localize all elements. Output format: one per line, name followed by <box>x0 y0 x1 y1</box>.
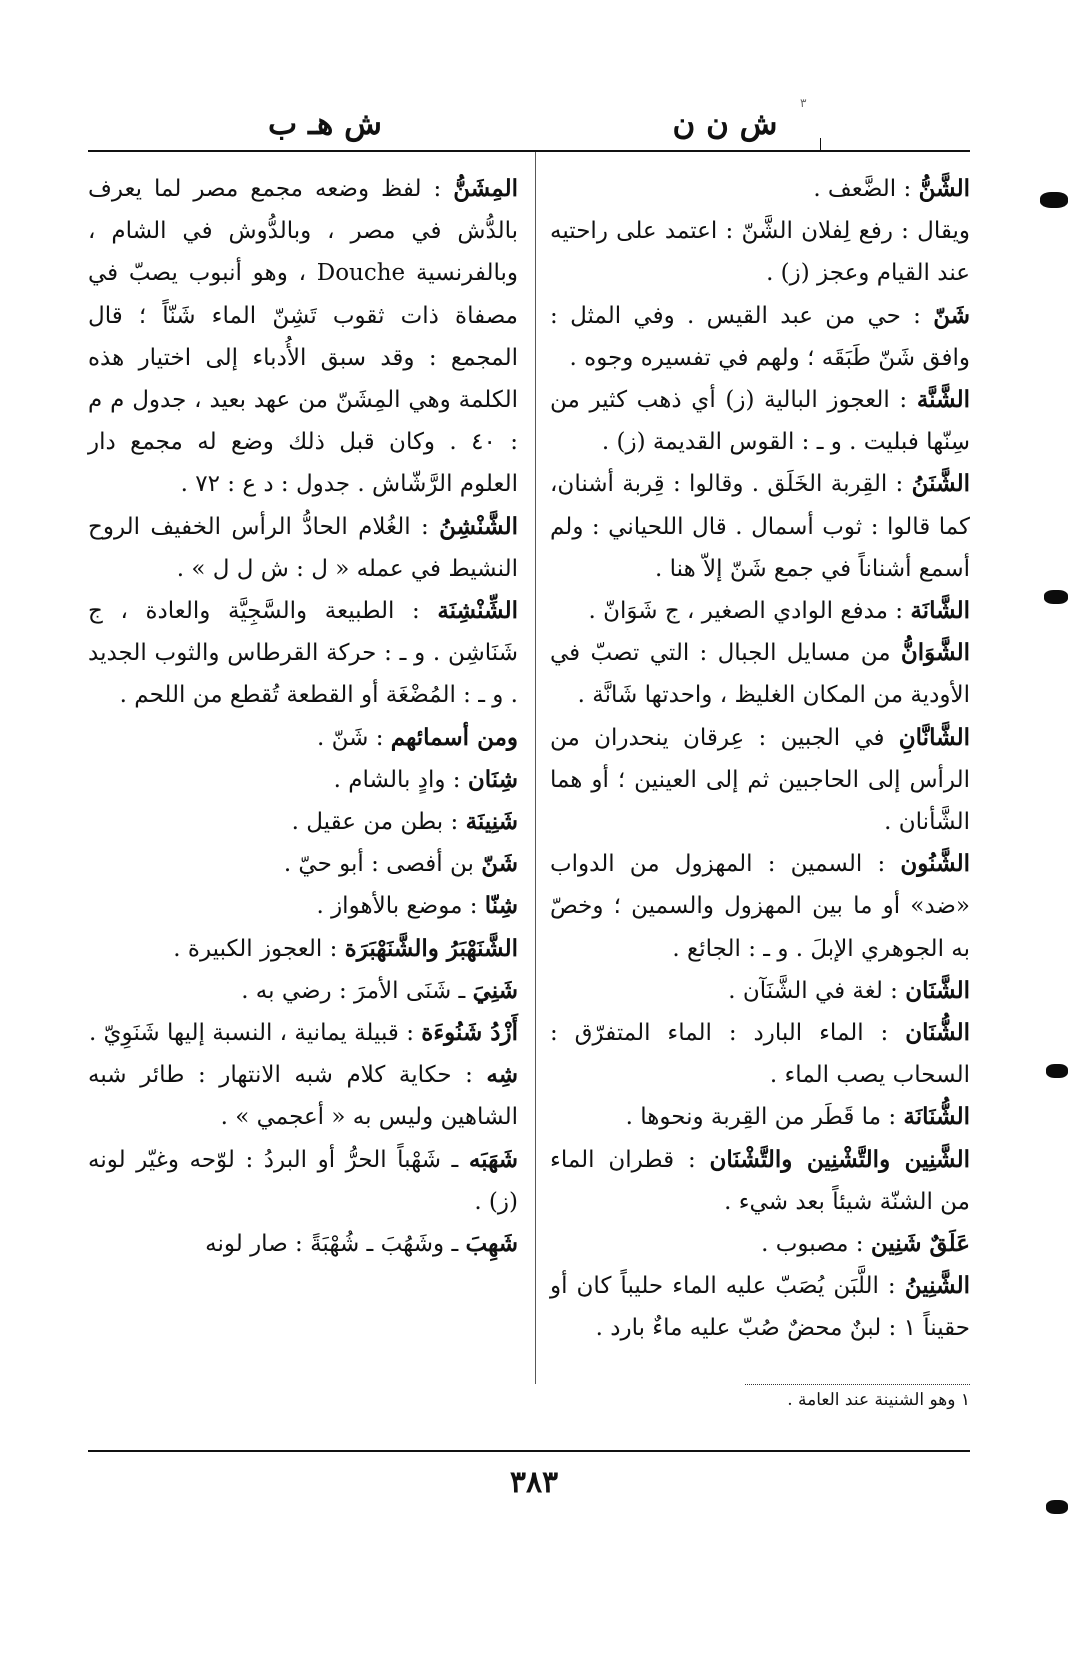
edge-ink-mark <box>1046 1500 1068 1514</box>
entry-headword: شَهِبَ <box>465 1230 518 1258</box>
header-rule <box>88 150 970 152</box>
footer-rule <box>88 1450 970 1452</box>
entry-definition: : حكاية كلام شبه الانتهار : طائر شبه الشاهين وليس به « أعجمي » . <box>88 1062 518 1131</box>
entry-definition: : حي من عبد القيس . وفي المثل : وافق شَنّ طَبَقَه ؛ ولهم في تفسيره وجوه . <box>550 302 970 371</box>
dictionary-entry <box>550 590 970 632</box>
dictionary-entry <box>550 1096 970 1138</box>
entry-definition: في الجبين : عِرقان ينحدران من الرأس إلى الحاجبين ثم إلى العينين ؛ أو هما الشَّأنان . <box>550 724 970 836</box>
dictionary-entry <box>88 506 518 590</box>
entry-headword: عَلَقٌ شَنِين <box>870 1230 970 1258</box>
entry-headword: شِه <box>486 1061 518 1089</box>
edge-ink-mark <box>1046 1064 1068 1078</box>
entry-headword: الشَّنَان <box>905 976 970 1004</box>
entry-headword: الشَّنَّة <box>916 386 970 414</box>
dictionary-entry <box>88 1139 518 1223</box>
dictionary-entry <box>550 379 970 463</box>
dictionary-entry <box>88 168 518 506</box>
dictionary-entry <box>550 210 970 294</box>
entry-definition: ويقال : رفع لِفلان الشَّنّ : اعتمد على راحتيه عند القيام وعجز (ز) . <box>550 218 970 287</box>
edge-ink-mark <box>1040 192 1068 208</box>
footnote: ١ وهو الشنينة عند العامة . <box>787 1390 970 1410</box>
entry-headword: الشُّنَانَة <box>903 1103 970 1131</box>
entry-definition: : الضَّعف . <box>813 176 919 202</box>
entry-headword: شَنِيَ <box>472 976 518 1004</box>
entry-definition: : القِربة الخَلَق . وقالوا : قِربة أشنان، كما قالوا : ثوب أسمال . قال اللحياني : ولم أسمع أشناناً في جمع شَنّ إلاّ هنا . <box>550 471 970 582</box>
entry-definition: بن أفصى : أبو حيّ . <box>283 851 482 878</box>
entry-headword: الشَّنُون <box>900 850 970 878</box>
entry-headword: المِشَنُّ <box>453 175 518 202</box>
entry-definition: : لغة في الشَّنَآن . <box>728 977 906 1004</box>
header-mark: ٣ <box>800 96 807 110</box>
entry-definition: : الطبيعة والسَّجِيَّة والعادة ، ج شَنَاشِن . و ـ : حركة القرطاس والثوب الجديد . و ـ : المُضْغَة أو القطعة تُقطع من اللحم . <box>88 598 518 709</box>
entry-headword: الشَّانَّانِ <box>898 723 970 751</box>
entry-headword: الشَّنَهْبَرُ والشَّنَهْبَرَة <box>344 934 518 962</box>
entry-headword: الشَّنِين والتَّشْنِين والتَّشْنَان <box>709 1145 970 1173</box>
entry-definition: : الغُلام الحادُّ الرأس الخفيف الروح النشيط في عمله « ل : ش ل ل » . <box>88 513 518 582</box>
entry-definition: : موضع بالأهواز . <box>316 893 485 920</box>
entry-definition: : العجوز البالية (ز) أي ذهب كثير من سِنّها فبليت . و ـ : القوس القديمة (ز) . <box>550 387 970 456</box>
entry-definition: : لفظ وضعه مجمع مصر لما يعرف بالدُّش في مصر ، وبالدُّوش في الشام ، وبالفرنسية Douche ، وهو أنبوب يصبّ في مصفاة ذات ثقوب تَشِنّ الماء شَنّاً ؛ قال المجمع : وقد سبق الأُدباء إلى اختيار هذه الكلمة وهي المِشَنّ من عهد بعيد ، جدول م م : ٤٠ . وكان قبل ذلك وضع له مجمع دار العلوم الرَّشّاش . جدول : د ع : ٧٢ . <box>88 176 518 498</box>
dictionary-entry <box>550 168 970 210</box>
dictionary-entry <box>88 801 518 843</box>
entry-headword: شِنَان <box>467 765 518 793</box>
page-number: ٣٨٣ <box>509 1465 559 1500</box>
entry-definition: : وادٍ بالشام . <box>333 766 468 793</box>
entry-headword: أَزْدُ شَنُوءَة <box>421 1019 518 1047</box>
entry-headword: شِنّا <box>484 892 518 920</box>
dictionary-entry <box>550 970 970 1012</box>
dictionary-entry <box>550 717 970 844</box>
entry-definition: : ما قَطَر من القِربة ونحوها . <box>625 1104 904 1131</box>
entry-headword: الشَّوَانُّ <box>900 639 970 667</box>
left-column <box>88 168 518 1265</box>
dictionary-entry <box>88 928 518 970</box>
entry-definition: : السمين : المهزول من الدواب «ضد» أو ما بين المهزول والسمين ؛ وخصّ به الجوهري الإبلَ . و ـ : الجائع . <box>550 851 970 962</box>
column-divider <box>535 152 536 1384</box>
entry-definition: ـ شَنَى الأمرَ : رضي به . <box>241 977 473 1004</box>
dictionary-entry <box>88 590 518 717</box>
entry-headword: الشِّنْشِنَة <box>437 597 518 625</box>
dictionary-entry <box>550 1223 970 1265</box>
header-root-right: ش ن ن <box>672 106 778 142</box>
entry-definition: ـ وشَهُبَ ـ شُهْبَةً : صار لونه <box>205 1231 466 1258</box>
entry-definition: : العجوز الكبيرة . <box>173 935 345 962</box>
right-column <box>550 168 970 1350</box>
dictionary-entry <box>88 843 518 885</box>
entry-headword: ومن أسمائهم <box>390 723 518 751</box>
dictionary-entry <box>550 843 970 970</box>
dictionary-entry <box>550 295 970 379</box>
entry-definition: : قطران الماء من الشنّة شيئاً بعد شيء . <box>550 1146 970 1215</box>
dictionary-entry <box>88 885 518 927</box>
entry-headword: شَهَبَه <box>468 1145 518 1173</box>
dictionary-entry <box>550 463 970 590</box>
dictionary-entry <box>88 1054 518 1138</box>
entry-headword: الشُّنَان <box>905 1019 970 1047</box>
entry-headword: شَنّ <box>481 850 518 878</box>
entry-definition: : الماء البارد : الماء المتفرّق : السحاب يصب الماء . <box>550 1020 970 1089</box>
entry-definition: من مسايل الجبال : التي تصبّ في الأودية من المكان الغليظ ، واحدتها شَانَّة . <box>550 640 970 709</box>
entry-definition: : مصبوب . <box>761 1231 871 1258</box>
dictionary-entry <box>550 1265 970 1349</box>
dictionary-entry <box>88 717 518 759</box>
entry-definition: ـ شَهْباً الحرُّ أو البردُ : لوّحه وغيّر لونه (ز) . <box>88 1146 518 1215</box>
entry-headword: الشَّنُّ <box>918 175 970 202</box>
entry-headword: شَنِينَة <box>465 808 518 836</box>
entry-headword: الشَّنَنُ <box>911 470 970 498</box>
entry-headword: الشَّنْشِنُ <box>439 512 518 540</box>
entry-definition: : اللَّبَن يُصَبّ عليه الماء حليباً كان أو حقيناً ١ : لبنٌ محضٌ صُبّ عليه ماءٌ بارد . <box>550 1273 970 1342</box>
entry-headword: الشَّنِينُ <box>904 1272 970 1300</box>
entry-definition: : بطن من عقيل . <box>291 809 466 836</box>
entry-headword: الشَّانَة <box>910 597 970 625</box>
header-root-left: ش هـ ب <box>267 106 383 142</box>
entry-headword: شَنّ <box>933 301 970 329</box>
dictionary-entry <box>88 970 518 1012</box>
entry-definition: : قبيلة يمانية ، النسبة إليها شَنَوِيّ . <box>88 1020 422 1047</box>
entry-definition: : شَنّ . <box>317 724 391 751</box>
footnote-rule <box>745 1384 970 1385</box>
edge-ink-mark <box>1044 590 1068 604</box>
dictionary-entry <box>550 632 970 716</box>
entry-definition: : مدفع الوادي الصغير ، ج شَوَانّ . <box>588 598 911 625</box>
header-tick <box>820 138 821 152</box>
dictionary-entry <box>88 1223 518 1265</box>
dictionary-entry <box>550 1139 970 1223</box>
dictionary-entry <box>550 1012 970 1096</box>
dictionary-entry <box>88 759 518 801</box>
dictionary-entry <box>88 1012 518 1054</box>
